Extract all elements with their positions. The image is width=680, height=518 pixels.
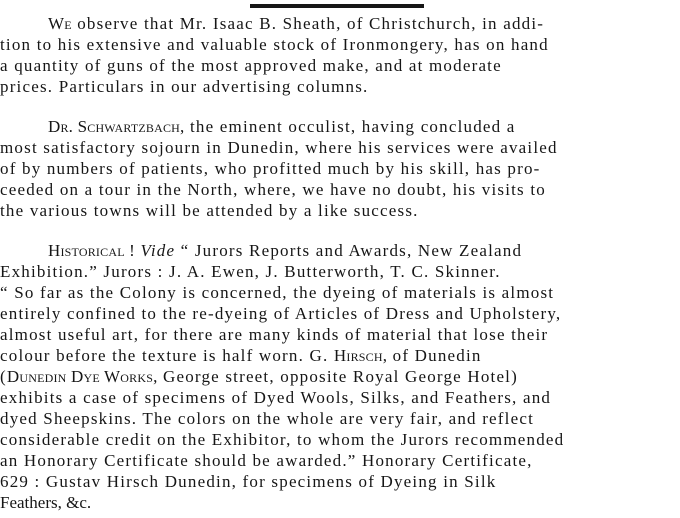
text-line: almost useful art, for there are many kinds of material that lose their <box>0 325 549 344</box>
hirsch-name: Hirsch, <box>333 346 388 365</box>
text-line: an Honorary Certificate should be awarded.” Honorary Certificate, <box>0 451 533 470</box>
paragraph-schwartzbach <box>0 116 680 221</box>
text-line: a quantity of guns of the most approved make, and at moderate <box>0 56 502 75</box>
text-line <box>0 13 680 34</box>
lead-word: We <box>48 14 72 33</box>
text-line: considerable credit on the Exhibitor, to whom the Jurors recommended <box>0 430 565 449</box>
text-line <box>0 240 680 261</box>
text-line: of by numbers of patients, who profitted much by his skill, has pro- <box>0 159 541 178</box>
lead-word: Historical ! <box>48 241 136 260</box>
text-line: prices. Particulars in our advertising columns. <box>0 77 369 96</box>
text-line <box>0 345 680 366</box>
text-line <box>0 366 680 387</box>
text-line: Exhibition.” Jurors : J. A. Ewen, J. Butterworth, T. C. Skinner. <box>0 262 501 281</box>
vide-word: Vide <box>140 241 176 260</box>
text-line: Feathers, &c. <box>0 493 92 512</box>
text-span: “ Jurors Reports and Awards, New Zealand <box>180 241 523 260</box>
text-line: 629 : Gustav Hirsch Dunedin, for specimens of Dyeing in Silk <box>0 472 497 491</box>
text-span: George street, opposite Royal George Hotel) <box>162 367 518 386</box>
text-line: most satisfactory sojourn in Dunedin, where his services were availed <box>0 138 558 157</box>
text-span: observe that Mr. Isaac B. Sheath, of Christchurch, in addi- <box>77 14 545 33</box>
text-line: exhibits a case of specimens of Dyed Wools, Silks, and Feathers, and <box>0 388 552 407</box>
text-span: colour before the texture is half worn. G. <box>0 346 329 365</box>
paragraph-sheath <box>0 13 680 97</box>
text-span: the eminent occulist, having concluded a <box>189 117 516 136</box>
text-line: entirely confined to the re-dyeing of Articles of Dress and Upholstery, <box>0 304 562 323</box>
dye-works-name: Dunedin Dye Works, <box>6 367 158 386</box>
text-line: ceeded on a tour in the North, where, we have no doubt, his visits to <box>0 180 546 199</box>
text-span: of Dunedin <box>392 346 482 365</box>
text-line <box>0 116 680 137</box>
column-rule <box>250 4 424 8</box>
text-line: the various towns will be attended by a like success. <box>0 201 419 220</box>
paragraph-historical <box>0 240 680 513</box>
text-line: dyed Sheepskins. The colors on the whole are very fair, and reflect <box>0 409 534 428</box>
text-line: “ So far as the Colony is concerned, the dyeing of materials is almost <box>0 283 555 302</box>
text-span: ( <box>0 367 7 386</box>
text-line: tion to his extensive and valuable stock of Ironmongery, has on hand <box>0 35 549 54</box>
lead-name: Dr. Schwartzbach, <box>48 117 185 136</box>
